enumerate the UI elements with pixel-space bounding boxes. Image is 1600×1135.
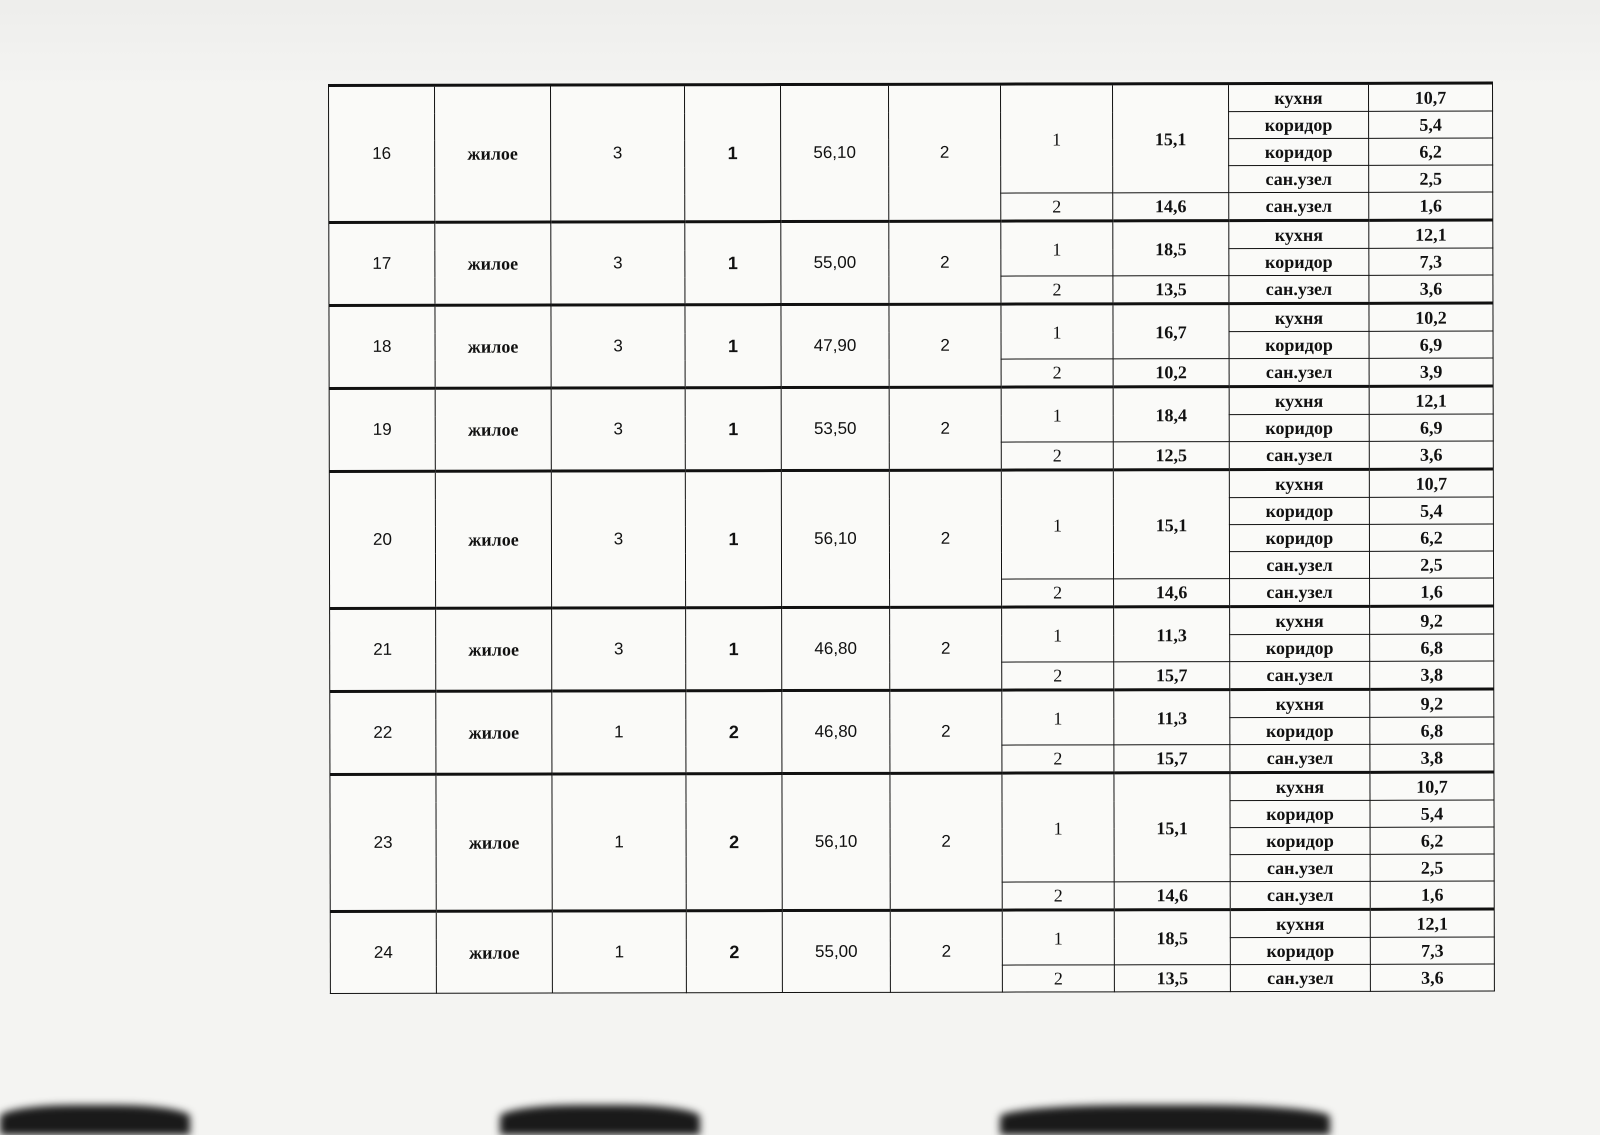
aux-room-area: 5,4 bbox=[1369, 497, 1493, 524]
rooms-count: 2 bbox=[890, 773, 1002, 910]
scan-smudge bbox=[1000, 1105, 1330, 1135]
aux-room-area: 7,3 bbox=[1369, 248, 1493, 275]
aux-room-area: 1,6 bbox=[1370, 578, 1494, 606]
aux-room-area: 6,2 bbox=[1369, 524, 1493, 551]
aux-room-name: кухня bbox=[1230, 689, 1370, 717]
floor-number: 1 bbox=[686, 608, 782, 691]
table-row bbox=[329, 220, 1493, 250]
aux-room-name: коридор bbox=[1229, 138, 1369, 165]
apartment-type: жилое bbox=[436, 774, 552, 911]
entrance-number: 3 bbox=[551, 305, 685, 388]
apartment-number: 16 bbox=[329, 85, 435, 222]
scan-smudge bbox=[0, 1105, 190, 1135]
aux-room-area: 12,1 bbox=[1369, 386, 1493, 414]
aux-room-area: 5,4 bbox=[1369, 111, 1493, 138]
room-number: 2 bbox=[1002, 579, 1114, 607]
aux-room-name: коридор bbox=[1229, 414, 1369, 441]
aux-room-name: кухня bbox=[1229, 469, 1369, 497]
aux-room-area: 9,2 bbox=[1370, 689, 1494, 717]
aux-room-area: 2,5 bbox=[1369, 165, 1493, 192]
aux-room-area: 12,1 bbox=[1369, 220, 1493, 248]
room-area: 15,7 bbox=[1114, 745, 1230, 773]
room-area: 16,7 bbox=[1113, 304, 1229, 359]
aux-room-name: коридор bbox=[1230, 937, 1370, 964]
apartment-number: 21 bbox=[330, 608, 436, 691]
aux-room-name: коридор bbox=[1230, 827, 1370, 854]
rooms-count: 2 bbox=[890, 607, 1002, 690]
aux-room-area: 3,6 bbox=[1369, 441, 1493, 469]
aux-room-area: 1,6 bbox=[1370, 881, 1494, 909]
aux-room-area: 2,5 bbox=[1369, 551, 1493, 578]
aux-room-name: кухня bbox=[1230, 606, 1370, 634]
aux-room-area: 6,2 bbox=[1369, 138, 1493, 165]
table-row bbox=[330, 909, 1494, 939]
total-area: 47,90 bbox=[781, 304, 889, 387]
room-area: 11,3 bbox=[1114, 607, 1230, 662]
room-area: 13,5 bbox=[1114, 965, 1230, 992]
apartment-number: 24 bbox=[330, 911, 436, 993]
total-area: 56,10 bbox=[782, 773, 890, 910]
aux-room-area: 3,8 bbox=[1370, 661, 1494, 689]
aux-room-area: 3,8 bbox=[1370, 744, 1494, 772]
table-row bbox=[330, 606, 1494, 636]
aux-room-name: сан.узел bbox=[1230, 661, 1370, 689]
aux-room-area: 10,7 bbox=[1370, 772, 1494, 800]
aux-room-name: сан.узел bbox=[1229, 551, 1369, 578]
scan-smudge bbox=[500, 1105, 700, 1135]
aux-room-name: коридор bbox=[1229, 248, 1369, 275]
room-number: 1 bbox=[1002, 690, 1114, 745]
entrance-number: 3 bbox=[551, 388, 685, 471]
table-row bbox=[329, 469, 1493, 499]
room-number: 1 bbox=[1001, 387, 1113, 442]
table-row bbox=[329, 303, 1493, 333]
aux-room-name: коридор bbox=[1229, 111, 1369, 138]
table-row bbox=[329, 386, 1493, 416]
aux-room-area: 3,6 bbox=[1369, 275, 1493, 303]
room-area: 15,7 bbox=[1114, 662, 1230, 690]
aux-room-name: коридор bbox=[1230, 717, 1370, 744]
aux-room-area: 3,6 bbox=[1370, 964, 1494, 991]
room-area: 10,2 bbox=[1113, 359, 1229, 387]
room-number: 2 bbox=[1002, 745, 1114, 773]
entrance-number: 3 bbox=[551, 471, 685, 608]
apartments-table bbox=[328, 82, 1495, 994]
aux-room-name: сан.узел bbox=[1229, 192, 1369, 220]
room-area: 14,6 bbox=[1114, 579, 1230, 607]
aux-room-area: 10,7 bbox=[1369, 469, 1493, 497]
total-area: 55,00 bbox=[782, 910, 890, 992]
aux-room-area: 10,2 bbox=[1369, 303, 1493, 331]
aux-room-name: сан.узел bbox=[1229, 275, 1369, 303]
rooms-count: 2 bbox=[889, 84, 1001, 221]
room-area: 12,5 bbox=[1113, 442, 1229, 470]
aux-room-area: 12,1 bbox=[1370, 909, 1494, 937]
room-number: 1 bbox=[1002, 910, 1114, 965]
apartment-type: жилое bbox=[436, 608, 552, 691]
aux-room-area: 3,9 bbox=[1369, 358, 1493, 386]
total-area: 56,10 bbox=[781, 84, 889, 221]
aux-room-area: 9,2 bbox=[1370, 606, 1494, 634]
apartment-number: 18 bbox=[329, 305, 435, 388]
aux-room-area: 2,5 bbox=[1370, 854, 1494, 881]
aux-room-name: сан.узел bbox=[1230, 964, 1370, 991]
rooms-count: 2 bbox=[889, 470, 1001, 607]
floor-number: 2 bbox=[686, 774, 782, 911]
aux-room-area: 6,9 bbox=[1369, 331, 1493, 358]
aux-room-name: коридор bbox=[1230, 800, 1370, 827]
room-area: 13,5 bbox=[1113, 276, 1229, 304]
entrance-number: 3 bbox=[552, 608, 686, 691]
room-number: 1 bbox=[1002, 773, 1114, 882]
room-area: 14,6 bbox=[1113, 193, 1229, 221]
aux-room-name: коридор bbox=[1229, 524, 1369, 551]
aux-room-area: 5,4 bbox=[1370, 800, 1494, 827]
total-area: 56,10 bbox=[781, 470, 889, 607]
total-area: 46,80 bbox=[782, 690, 890, 773]
aux-room-name: коридор bbox=[1230, 634, 1370, 661]
room-number: 1 bbox=[1001, 221, 1113, 276]
aux-room-name: сан.узел bbox=[1230, 854, 1370, 881]
floor-number: 1 bbox=[685, 305, 781, 388]
room-number: 1 bbox=[1002, 607, 1114, 662]
aux-room-name: кухня bbox=[1229, 386, 1369, 414]
aux-room-name: кухня bbox=[1229, 83, 1369, 111]
room-number: 2 bbox=[1001, 442, 1113, 470]
room-number: 1 bbox=[1001, 84, 1113, 193]
room-number: 2 bbox=[1002, 662, 1114, 690]
aux-room-area: 6,2 bbox=[1370, 827, 1494, 854]
scan-shading bbox=[0, 0, 1600, 90]
apartments-table-body bbox=[329, 83, 1495, 993]
rooms-count: 2 bbox=[890, 910, 1002, 992]
floor-number: 1 bbox=[685, 85, 781, 222]
floor-number: 1 bbox=[685, 471, 781, 608]
total-area: 55,00 bbox=[781, 221, 889, 304]
entrance-number: 1 bbox=[552, 911, 686, 993]
aux-room-name: сан.узел bbox=[1230, 578, 1370, 606]
room-number: 2 bbox=[1002, 882, 1114, 910]
entrance-number: 1 bbox=[552, 691, 686, 774]
room-area: 14,6 bbox=[1114, 882, 1230, 910]
apartment-type: жилое bbox=[436, 911, 552, 993]
table-row bbox=[329, 83, 1493, 113]
apartment-type: жилое bbox=[436, 691, 552, 774]
apartment-number: 19 bbox=[329, 388, 435, 471]
apartment-number: 23 bbox=[330, 774, 436, 911]
floor-number: 2 bbox=[686, 691, 782, 774]
table-row bbox=[330, 689, 1494, 719]
aux-room-area: 6,8 bbox=[1370, 634, 1494, 661]
rooms-count: 2 bbox=[889, 387, 1001, 470]
rooms-count: 2 bbox=[890, 690, 1002, 773]
table-row bbox=[330, 772, 1494, 802]
room-number: 2 bbox=[1001, 193, 1113, 221]
apartment-type: жилое bbox=[435, 305, 551, 388]
apartment-type: жилое bbox=[435, 222, 551, 305]
aux-room-area: 10,7 bbox=[1369, 83, 1493, 111]
rooms-count: 2 bbox=[889, 221, 1001, 304]
room-number: 1 bbox=[1001, 304, 1113, 359]
aux-room-name: сан.узел bbox=[1230, 881, 1370, 909]
room-area: 11,3 bbox=[1114, 690, 1230, 745]
room-area: 15,1 bbox=[1113, 84, 1229, 193]
aux-room-name: сан.узел bbox=[1230, 744, 1370, 772]
floor-number: 1 bbox=[685, 388, 781, 471]
aux-room-name: коридор bbox=[1229, 497, 1369, 524]
apartment-number: 20 bbox=[329, 471, 435, 608]
aux-room-name: сан.узел bbox=[1229, 358, 1369, 386]
room-area: 18,5 bbox=[1114, 910, 1230, 965]
room-area: 18,4 bbox=[1113, 387, 1229, 442]
apartment-type: жилое bbox=[435, 471, 551, 608]
total-area: 46,80 bbox=[782, 607, 890, 690]
aux-room-name: кухня bbox=[1229, 220, 1369, 248]
aux-room-name: сан.узел bbox=[1229, 441, 1369, 469]
aux-room-area: 6,8 bbox=[1370, 717, 1494, 744]
room-number: 2 bbox=[1001, 276, 1113, 304]
floor-number: 1 bbox=[685, 222, 781, 305]
apartment-type: жилое bbox=[435, 85, 551, 222]
aux-room-area: 1,6 bbox=[1369, 192, 1493, 220]
entrance-number: 3 bbox=[551, 85, 685, 222]
rooms-count: 2 bbox=[889, 304, 1001, 387]
apartment-number: 17 bbox=[329, 222, 435, 305]
aux-room-area: 7,3 bbox=[1370, 937, 1494, 964]
total-area: 53,50 bbox=[781, 387, 889, 470]
aux-room-name: сан.узел bbox=[1229, 165, 1369, 192]
aux-room-name: кухня bbox=[1230, 772, 1370, 800]
aux-room-name: коридор bbox=[1229, 331, 1369, 358]
room-area: 18,5 bbox=[1113, 221, 1229, 276]
floor-number: 2 bbox=[686, 911, 782, 993]
room-number: 2 bbox=[1002, 965, 1114, 992]
aux-room-name: кухня bbox=[1230, 909, 1370, 937]
room-area: 15,1 bbox=[1113, 470, 1229, 579]
entrance-number: 3 bbox=[551, 222, 685, 305]
entrance-number: 1 bbox=[552, 774, 686, 911]
room-area: 15,1 bbox=[1114, 773, 1230, 882]
apartment-type: жилое bbox=[435, 388, 551, 471]
room-number: 2 bbox=[1001, 359, 1113, 387]
room-number: 1 bbox=[1001, 470, 1113, 579]
aux-room-area: 6,9 bbox=[1369, 414, 1493, 441]
apartment-number: 22 bbox=[330, 691, 436, 774]
aux-room-name: кухня bbox=[1229, 303, 1369, 331]
